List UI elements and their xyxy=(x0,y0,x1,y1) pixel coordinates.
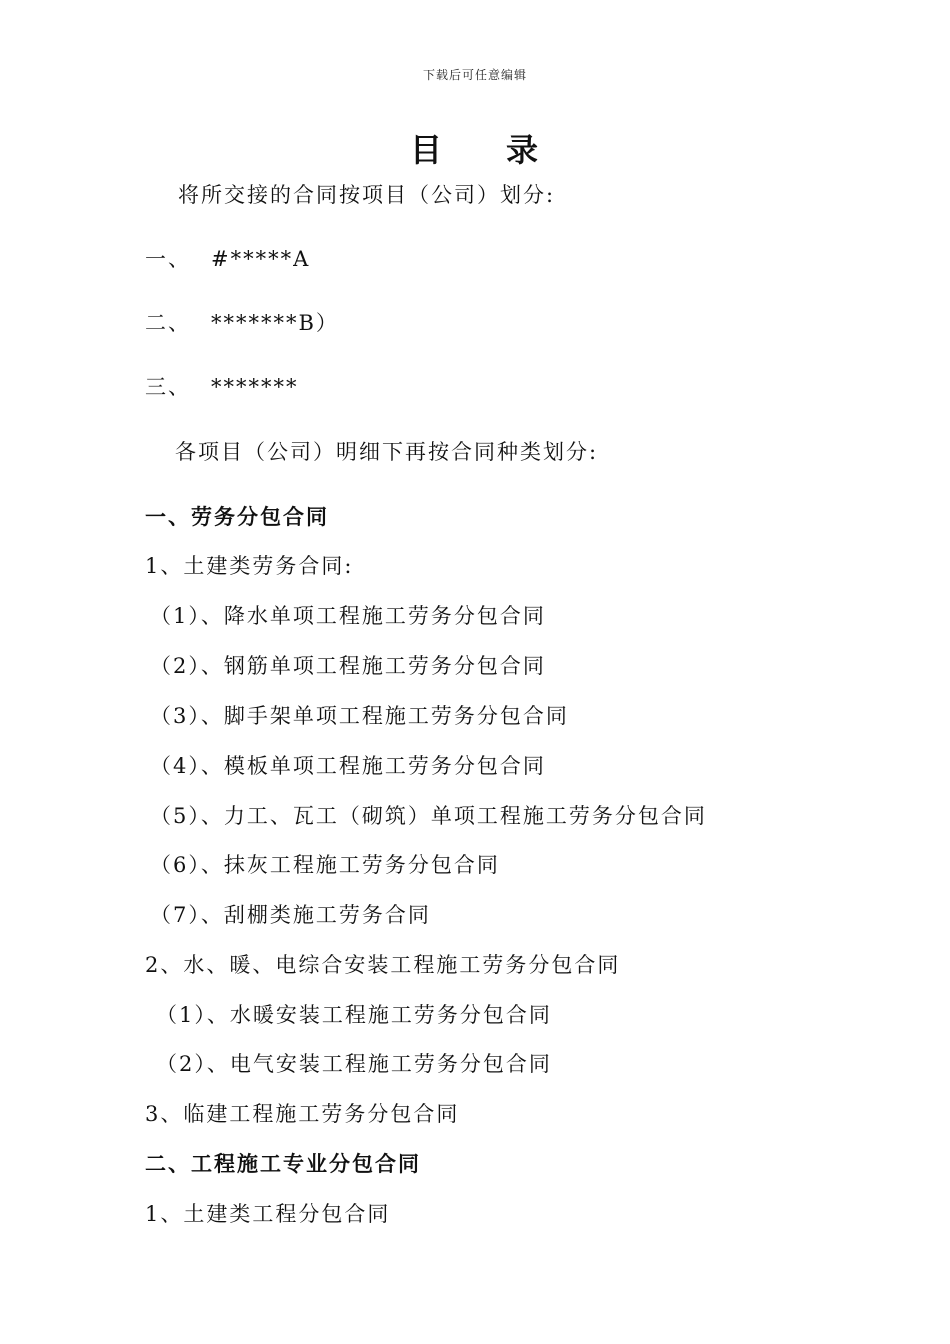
group-title-2-1: 1、土建类工程分包合同 xyxy=(145,1202,391,1226)
project-item-1 xyxy=(145,246,310,272)
project-name: ******* xyxy=(211,375,299,399)
page-title xyxy=(0,125,950,171)
list-item: （7）、刮棚类施工劳务合同 xyxy=(150,903,431,927)
list-item: （1）、水暖安装工程施工劳务分包合同 xyxy=(156,1003,552,1027)
project-name: #*****A xyxy=(211,247,311,271)
group-title-1-2: 2、水、暖、电综合安装工程施工劳务分包合同 xyxy=(145,953,621,977)
project-number: 二、 xyxy=(145,311,191,335)
title-part-2: 录 xyxy=(506,131,541,169)
list-item: （1）、降水单项工程施工劳务分包合同 xyxy=(150,604,546,628)
project-number: 三、 xyxy=(145,375,191,399)
page-header: 下载后可任意编辑 xyxy=(422,68,527,82)
list-item: （6）、抹灰工程施工劳务分包合同 xyxy=(150,853,500,877)
project-item-2 xyxy=(145,310,339,336)
group-title-1-3: 3、临建工程施工劳务分包合同 xyxy=(145,1102,460,1126)
project-name: *******B） xyxy=(211,311,339,335)
project-number: 一、 xyxy=(145,247,191,271)
list-item: （5）、力工、瓦工（砌筑）单项工程施工劳务分包合同 xyxy=(150,804,707,828)
title-part-1: 目 xyxy=(409,131,444,169)
intro-text: 将所交接的合同按项目（公司）划分: xyxy=(178,183,556,207)
list-item: （2）、钢筋单项工程施工劳务分包合同 xyxy=(150,654,546,678)
list-item: （4）、模板单项工程施工劳务分包合同 xyxy=(150,754,546,778)
section-heading-2: 二、工程施工专业分包合同 xyxy=(145,1151,421,1176)
group-title-1-1: 1、土建类劳务合同: xyxy=(145,554,354,578)
list-item: （3）、脚手架单项工程施工劳务分包合同 xyxy=(150,704,569,728)
sub-intro-text: 各项目（公司）明细下再按合同种类划分: xyxy=(175,440,599,464)
project-item-3 xyxy=(145,374,299,400)
section-heading-1: 一、劳务分包合同 xyxy=(145,504,329,529)
list-item: （2）、电气安装工程施工劳务分包合同 xyxy=(156,1052,552,1076)
